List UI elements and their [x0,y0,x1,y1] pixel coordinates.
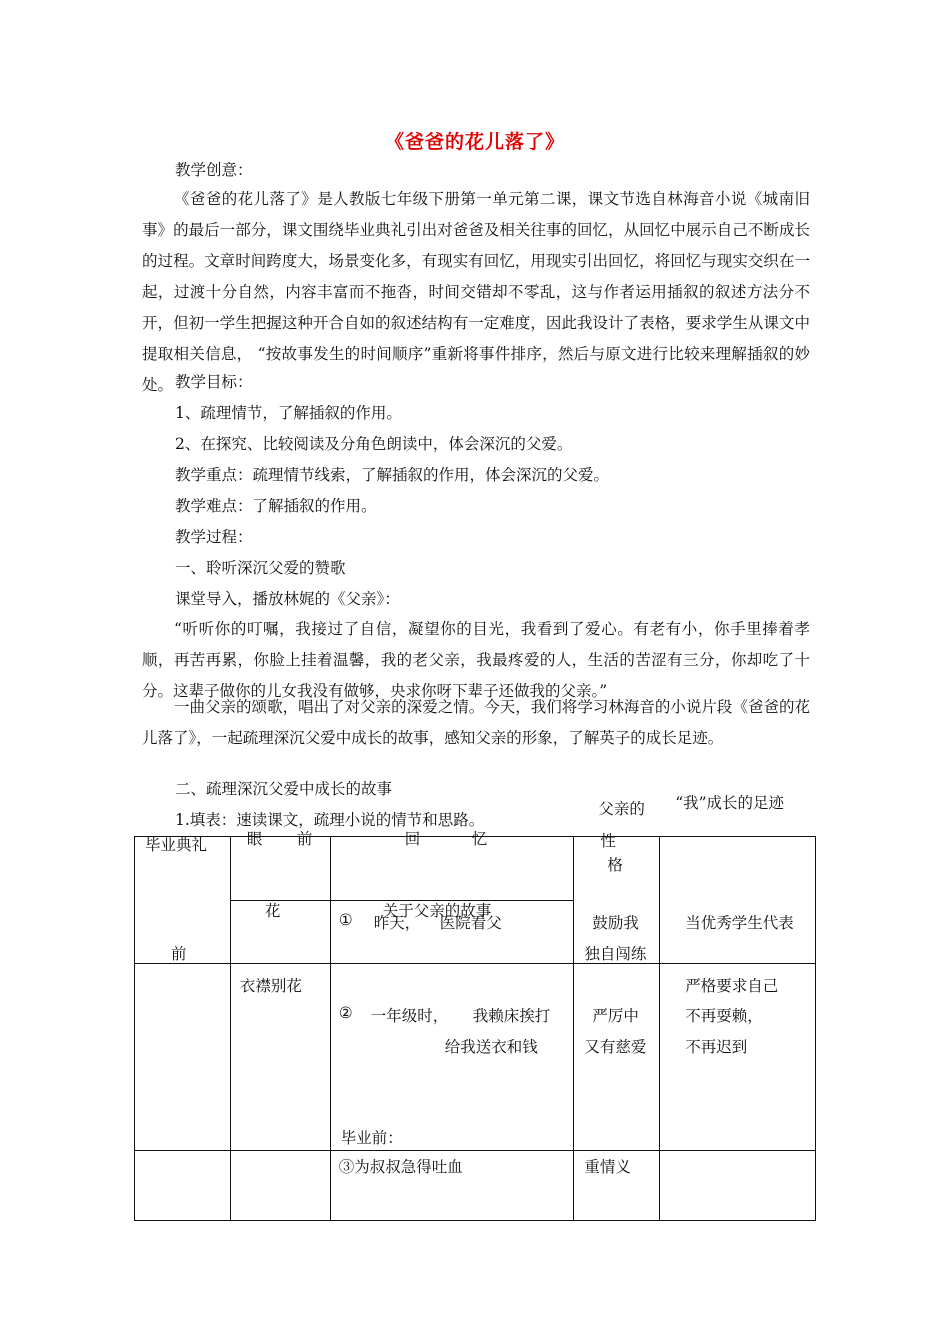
song-quote: “听听你的叮嘱，我接过了自信，凝望你的目光，我看到了爱心。有老有小，你手里捧着孝顺，再苦再累，你脸上挂着温馨，我的老父亲，我最疼爱的人，生活的苦涩有三分，你却吃了十分。这辈子做你的儿女我没有做够，央求你呀下辈子还做我的父亲。” [142,620,810,700]
header-present-top: 眼 前 [230,837,330,901]
table-header-row [135,837,816,901]
goals-label: 教学目标： [175,373,253,391]
cell-flower: 衣襟别花 [230,964,330,1151]
goal-item-1: 1、疏理情节，了解插叙的作用。 [175,404,402,422]
difficulty: 教学难点：了解插叙的作用。 [175,497,377,515]
cell-father-traits: 鼓励我 独自闯练 严厉中 又有慈爱 [574,964,660,1151]
header-memory-top: 回 忆 [330,837,574,901]
document-title: 《爸爸的花儿落了》 [384,131,565,153]
header-ceremony: 毕业典礼 [135,837,231,964]
cell-ceremony-before: 前 [135,964,231,1151]
creative-paragraph: 《爸爸的花儿落了》是人教版七年级下册第一单元第二课，课文节选自林海音小说《城南旧事》的最后一部分，课文围绕毕业典礼引出对爸爸及相关往事的回忆，从回忆中展示自己不断成长的过程。文章时间跨度大，场景变化多，有现实有回忆，用现实引出回忆，将回忆与现实交织在一起，过渡十分自然，内容丰富而不拖沓，时间交错却不零乱，这与作者运用插叙的叙述方法分不开，但初一学生把握这种开合自如的叙述结构有一定难度，因此我设计了表格，要求学生从课文中提取相关信息， “按故事发生的时间顺序”重新将事件排序，然后与原文进行比较来理解插叙的妙处。 [142,190,810,394]
header-growth: “我”成长的足迹 [660,837,816,964]
cell-empty [135,1151,231,1221]
fill-table-instruction: 1.填表：速读课文，疏理小说的情节和思路。 [175,811,485,829]
part-one-heading: 一、聆听深沉父爱的赞歌 [175,559,346,577]
cell-father-story-3: 毕业前： ③为叔叔急得吐血 [330,1151,574,1221]
header-father-trait: 父亲的 性 格 [574,837,660,964]
header-flower: 花 [230,901,330,964]
class-intro: 课堂导入，播放林娓的《父亲》： [175,590,400,608]
table-row [135,1151,816,1221]
cell-father-trait-3: 重情义 [574,1151,660,1221]
cell-empty [660,1151,816,1221]
key-points: 教学重点：疏理情节线索，了解插叙的作用，体会深沉的父爱。 [175,466,610,484]
process-label: 教学过程： [175,528,253,546]
cell-empty [230,1151,330,1221]
cell-father-stories: ① 昨天， 医院看父 ② 一年级时， 我赖床挨打 给我送衣和钱 [330,964,574,1151]
header-father-story: 关于父亲的故事 [330,901,574,964]
part-two-heading: 二、疏理深沉父爱中成长的故事 [175,780,393,798]
table-row [135,964,816,1151]
cell-growth-steps: 当优秀学生代表 严格要求自己 不再耍赖， 不再迟到 [660,964,816,1151]
song-paragraph: 一曲父亲的颂歌，唱出了对父亲的深爱之情。今天，我们将学习林海音的小说片段《爸爸的花儿落了》，一起疏理深沉父爱中成长的故事，感知父亲的形象，了解英子的成长足迹。 [142,698,810,747]
creative-label: 教学创意： [175,161,253,179]
goal-item-2: 2、在探究、比较阅读及分角色朗读中，体会深沉的父爱。 [175,435,573,453]
